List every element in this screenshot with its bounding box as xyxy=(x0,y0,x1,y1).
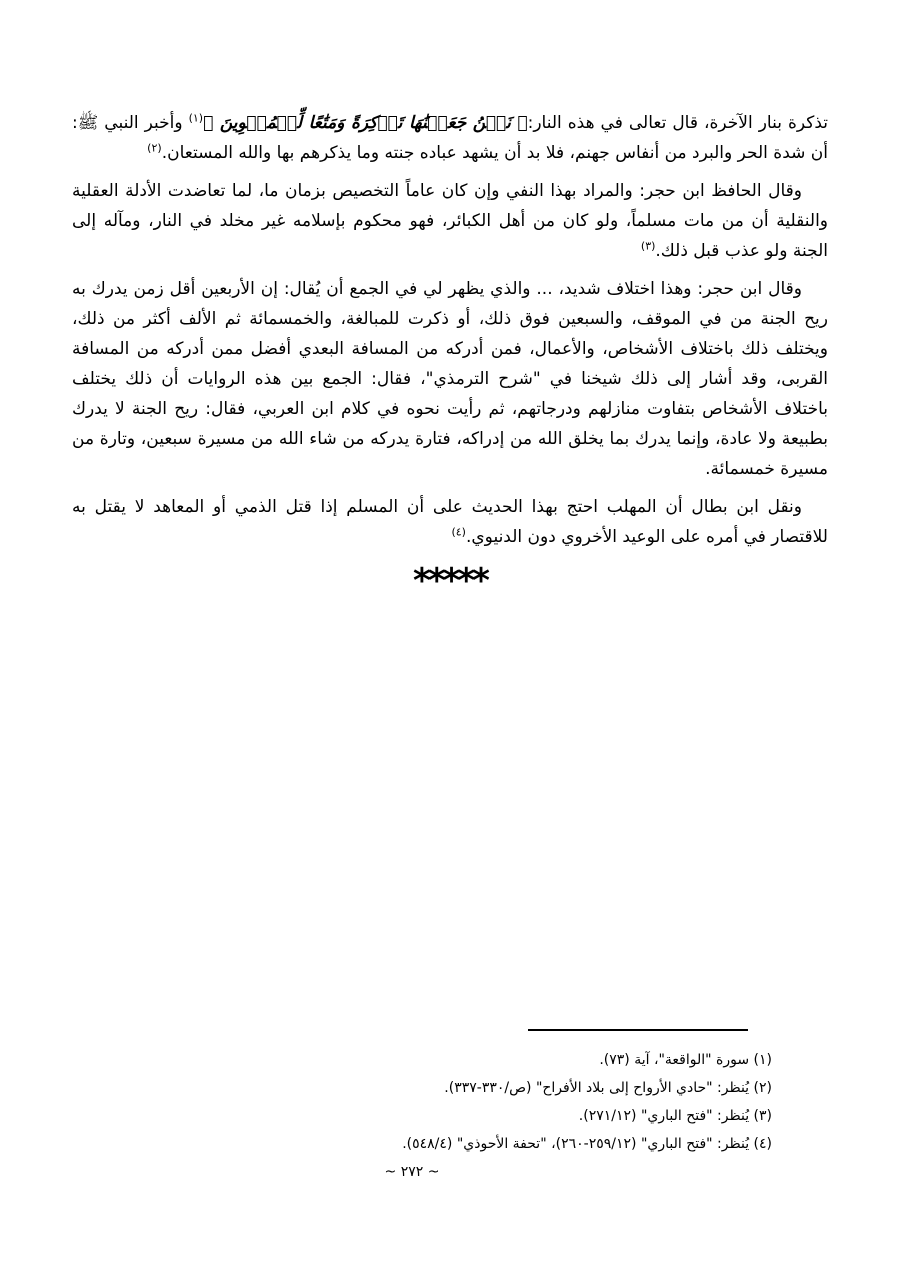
paragraph-1-lead: تذكرة بنار الآخرة، قال تعالى في هذه النار: xyxy=(527,113,829,133)
section-separator: ***** xyxy=(413,561,487,601)
paragraph-4-text: ونقل ابن بطال أن المهلب احتج بهذا الحديث على أن المسلم إذا قتل الذمي أو المعاهد لا يقتل به للاقتصار في أمره على الوعيد الأخروي دون الدنيوي. xyxy=(72,497,828,547)
footnote-ref-4[interactable]: (٤) xyxy=(451,525,466,539)
footnote-ref-1[interactable]: (١) xyxy=(188,111,204,125)
footnote-3: (٣) يُنظر: "فتح الباري" (٢٧١/١٢). xyxy=(578,1108,772,1124)
paragraph-3 xyxy=(72,274,828,484)
quran-verse: ﴿ نَحۡنُ جَعَلۡنَٰهَا تَذۡكِرَةً وَمَتَٰعًا لِّلۡمُقۡوِينَ ﴾ xyxy=(203,113,528,133)
footnote-2: (٢) يُنظر: "حادي الأرواح إلى بلاد الأفراح" (ص/٣٣٠-٣٣٧). xyxy=(444,1080,772,1096)
paragraph-3-text: وقال ابن حجر: وهذا اختلاف شديد، ... والذي يظهر لي في الجمع أن يُقال: إن الأربعين أقل زمن يدرك به ريح الجنة من في الموقف، والسبعين فوق ذلك، أو ذكرت للمبالغة، والخمسمائة ثم الألف أكثر من ذلك، ويختلف ذلك باختلاف الأشخاص، والأعمال، فمن أدركه من المسافة البعدي أفضل ممن أدركه من المسافة القربى، وقد أشار إلى ذلك شيخنا في "شرح الترمذي"، فقال: الجمع بين هذه الروايات أن ذلك يختلف باختلاف الأشخاص بتفاوت منازلهم ودرجاتهم، ثم رأيت نحوه في كلام ابن العربي، فقال: ريح الجنة لا يدرك بطبيعة ولا عادة، وإنما يدرك بما يخلق الله من إدراكه، فتارة يدركه من شاء الله من مسيرة سبعين، وتارة من مسيرة خمسمائة. xyxy=(72,279,828,479)
paragraph-1 xyxy=(72,108,828,168)
paragraph-4 xyxy=(72,492,828,552)
paragraph-2 xyxy=(72,176,828,266)
main-text xyxy=(72,108,829,601)
footnotes xyxy=(252,1046,772,1158)
footnote-1: (١) سورة "الواقعة"، آية (٧٣). xyxy=(599,1052,772,1068)
paragraph-2-text: وقال الحافظ ابن حجر: والمراد بهذا النفي وإن كان عاماً التخصيص بزمان ما، لما تعاضدت الأدلة العقلية والنقلية أن من مات مسلماً، ولو كان من أهل الكبائر، فهو محكوم بإسلامه غير مخلد في النار، ومآله إلى الجنة ولو عذب قبل ذلك. xyxy=(72,181,828,261)
paragraph-1-rest: وأخبر النبي ﷺ: أن شدة الحر والبرد من أنفاس جهنم، فلا بد أن يشهد عباده جنته وما يذكرهم بها والله المستعان. xyxy=(72,113,828,163)
footnote-4: (٤) يُنظر: "فتح الباري" (٢٥٩/١٢-٢٦٠)، "تحفة الأحوذي" (٥٤٨/٤). xyxy=(402,1136,772,1152)
footnote-divider xyxy=(528,1029,748,1031)
page-number: ~ ٢٧٢ ~ xyxy=(384,1164,440,1180)
footnote-ref-3[interactable]: (٣) xyxy=(640,239,656,253)
footnote-ref-2[interactable]: (٢) xyxy=(147,141,162,155)
